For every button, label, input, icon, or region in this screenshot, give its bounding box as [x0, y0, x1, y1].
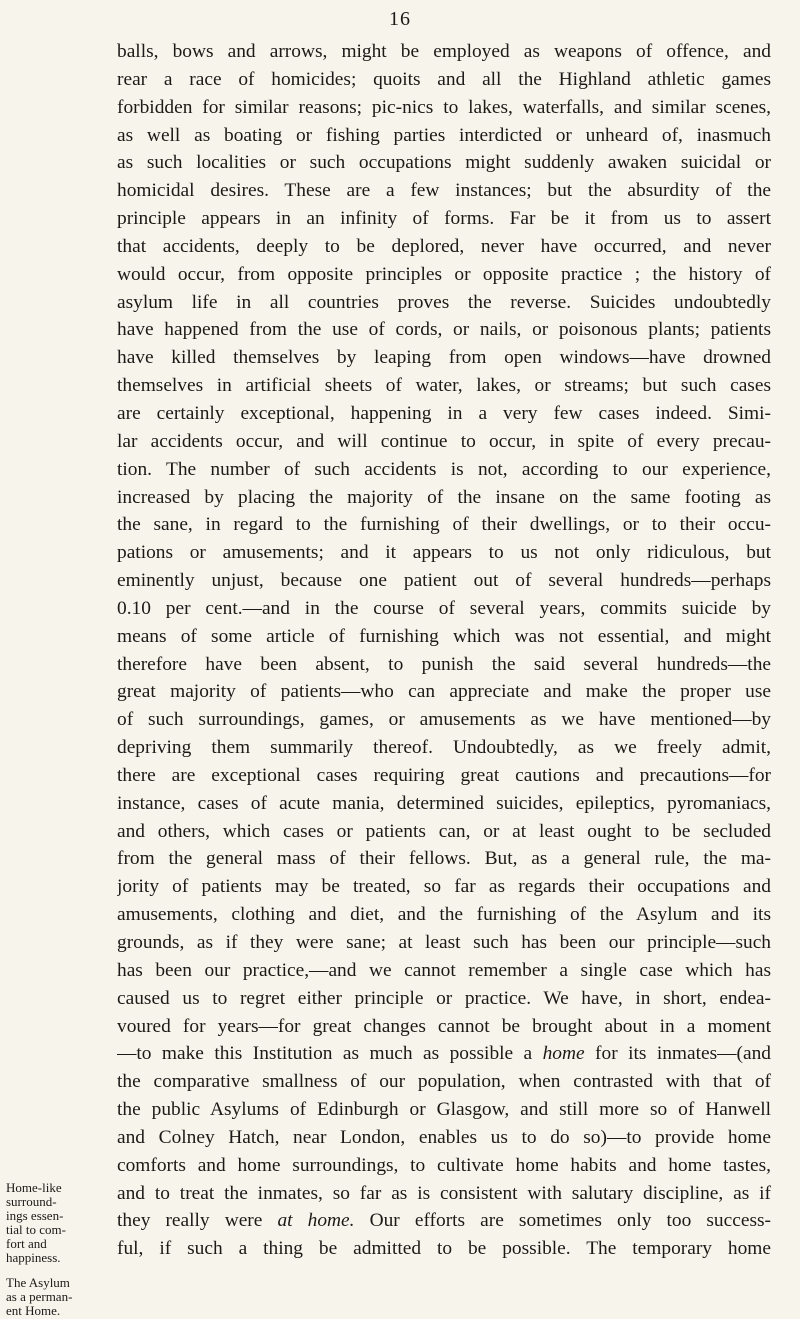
body-text — [117, 38, 771, 1263]
text-line: themselves in artificial sheets of water, lakes, or streams; but such cases — [117, 375, 771, 397]
text-line: asylum life in all countries proves the reverse. Suicides undoubtedly — [117, 291, 771, 313]
text-line: have killed themselves by leaping from open windows—have drowned — [117, 347, 771, 369]
text-line: are certainly exceptional, happening in a very few cases indeed. Simi- — [117, 402, 771, 424]
sidenote-line: The Asylum — [6, 1275, 70, 1290]
text-line: the sane, in regard to the furnishing of their dwellings, or to their occu- — [117, 514, 771, 536]
text-line: and Colney Hatch, near London, enables us to do so)—to provide home — [117, 1126, 771, 1148]
text-line: homicidal desires. These are a few instances; but the absurdity of the — [117, 180, 771, 202]
text-line: comforts and home surroundings, to cultivate home habits and home tastes, — [117, 1154, 771, 1176]
text-line: there are exceptional cases requiring great cautions and precautions—for — [117, 764, 771, 786]
text-line: have happened from the use of cords, or nails, or poisonous plants; patients — [117, 319, 771, 341]
sidenote-line: ent Home. — [6, 1303, 61, 1318]
text-run: for its inmates—(and — [584, 1043, 771, 1065]
text-line: as well as boating or fishing parties interdicted or unheard of, inasmuch — [117, 124, 771, 146]
text-run: they really were — [117, 1210, 278, 1232]
text-line: voured for years—for great changes cannot be brought about in a moment — [117, 1015, 771, 1037]
text-line: eminently unjust, because one patient out of several hundreds—perhaps — [117, 570, 771, 592]
sidenote-asylum-home — [6, 1276, 106, 1318]
text-line: as such localities or such occupations might suddenly awaken suicidal or — [117, 152, 771, 174]
sidenote-line: surround- — [6, 1194, 57, 1209]
sidenote-line: ings essen- — [6, 1208, 64, 1223]
text-line: has been our practice,—and we cannot remember a single case which has — [117, 959, 771, 981]
text-line: amusements, clothing and diet, and the furnishing of the Asylum and its — [117, 904, 771, 926]
text-line: depriving them summarily thereof. Undoubtedly, as we freely admit, — [117, 737, 771, 759]
text-line: means of some article of furnishing which was not essential, and might — [117, 625, 771, 647]
text-line: 0.10 per cent.—and in the course of several years, commits suicide by — [117, 597, 771, 619]
sidenote-line: happiness. — [6, 1250, 61, 1265]
text-run: Our efforts are sometimes only too success- — [354, 1210, 771, 1232]
sidenote-line: tial to com- — [6, 1222, 66, 1237]
emphasis-at-home: at home. — [277, 1210, 355, 1232]
sidenote-line: fort and — [6, 1236, 47, 1251]
text-line: from the general mass of their fellows. But, as a general rule, the ma- — [117, 848, 771, 870]
sidenote-line: Home-like — [6, 1180, 62, 1195]
text-line: the public Asylums of Edinburgh or Glasgow, and still more so of Hanwell — [117, 1099, 771, 1121]
sidenote-line: as a perman- — [6, 1289, 73, 1304]
text-line: ful, if such a thing be admitted to be possible. The temporary home — [117, 1238, 771, 1260]
text-line — [117, 1040, 771, 1068]
text-line: balls, bows and arrows, might be employed as weapons of offence, and — [117, 41, 771, 62]
text-line: would occur, from opposite principles or opposite practice ; the history of — [117, 263, 771, 285]
text-line: rear a race of homicides; quoits and all the Highland athletic games — [117, 68, 771, 90]
text-line: increased by placing the majority of the insane on the same footing as — [117, 486, 771, 508]
text-line: lar accidents occur, and will continue to occur, in spite of every precau- — [117, 430, 771, 452]
page-number: 16 — [389, 8, 411, 30]
text-line: instance, cases of acute mania, determined suicides, epileptics, pyromaniacs, — [117, 792, 771, 814]
text-line: therefore have been absent, to punish the said several hundreds—the — [117, 653, 771, 675]
text-line: principle appears in an infinity of forms. Far be it from us to assert — [117, 208, 771, 230]
text-line: tion. The number of such accidents is not, according to our experience, — [117, 458, 771, 480]
text-line: and others, which cases or patients can, or at least ought to be secluded — [117, 820, 771, 842]
text-line: and to treat the inmates, so far as is consistent with salutary discipline, as if — [117, 1182, 771, 1204]
text-line: jority of patients may be treated, so far as regards their occupations and — [117, 876, 771, 898]
text-line: forbidden for similar reasons; pic-nics to lakes, waterfalls, and similar scenes, — [117, 96, 771, 118]
text-line: the comparative smallness of our population, when contrasted with that of — [117, 1071, 771, 1093]
text-line — [117, 1207, 771, 1235]
sidenote-home-like — [6, 1181, 106, 1265]
text-run: —to make this Institution as much as possible a — [117, 1043, 543, 1065]
text-line: that accidents, deeply to be deplored, never have occurred, and never — [117, 235, 771, 257]
text-line: great majority of patients—who can appreciate and make the proper use — [117, 681, 771, 703]
text-line: of such surroundings, games, or amusements as we have mentioned—by — [117, 709, 771, 731]
emphasis-home: home — [542, 1043, 585, 1065]
text-line: pations or amusements; and it appears to us not only ridiculous, but — [117, 542, 771, 564]
text-line: caused us to regret either principle or practice. We have, in short, endea- — [117, 987, 771, 1009]
text-line: grounds, as if they were sane; at least such has been our principle—such — [117, 932, 771, 953]
